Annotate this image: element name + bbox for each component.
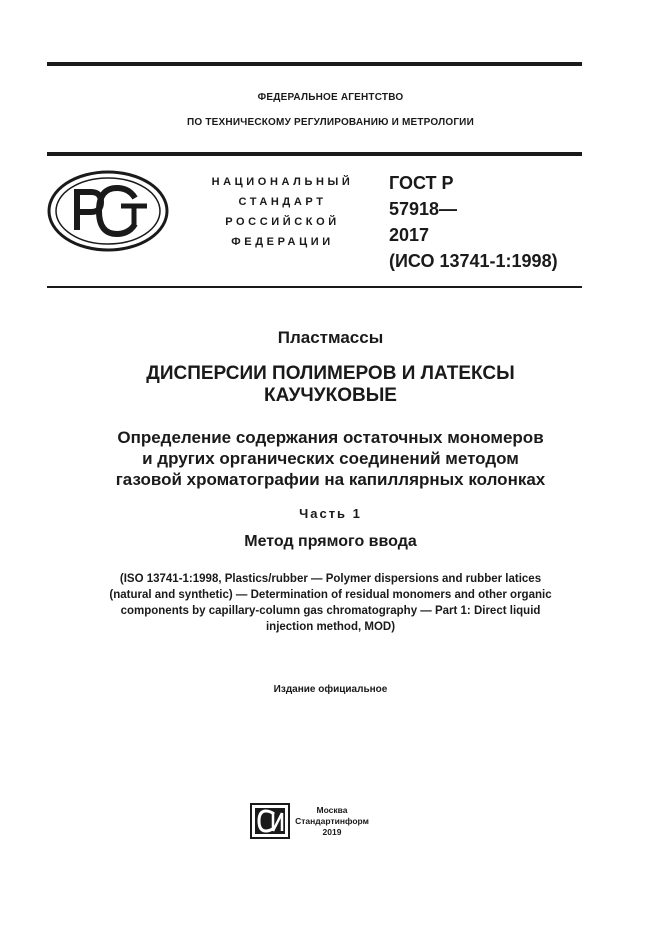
code-rule	[47, 286, 582, 288]
agency-line-1: ФЕДЕРАЛЬНОЕ АГЕНТСТВО	[257, 92, 404, 103]
subtitle-line-1: Определение содержания остаточных мономеров	[117, 428, 544, 447]
publisher-city: Москва	[316, 805, 348, 815]
standard-word-2: СТАНДАРТ	[238, 196, 327, 208]
top-rule	[47, 62, 582, 66]
english-line-2: (natural and synthetic) — Determination of residual monomers and other organic	[109, 589, 552, 601]
standard-designation	[195, 172, 370, 252]
standard-word-4: ФЕДЕРАЦИИ	[231, 236, 334, 248]
gost-r-logo-icon	[47, 170, 169, 257]
standard-word-3: РОССИЙСКОЙ	[225, 216, 340, 228]
publisher-info	[292, 805, 372, 838]
edition-label: Издание официальное	[273, 684, 388, 695]
category-title: Пластмассы	[277, 328, 384, 347]
subtitle-line-2: и других органических соединений методом	[142, 449, 519, 468]
standartinform-logo-icon	[250, 803, 290, 844]
english-line-4: injection method, MOD)	[265, 621, 396, 633]
standard-word-1: НАЦИОНАЛЬНЫЙ	[211, 176, 354, 188]
agency-line-2: ПО ТЕХНИЧЕСКОМУ РЕГУЛИРОВАНИЮ И МЕТРОЛОГИИ	[187, 117, 474, 128]
main-title	[0, 363, 661, 407]
part-label: Часть 1	[299, 506, 362, 521]
subtitle	[0, 427, 661, 490]
english-line-1: (ISO 13741-1:1998, Plastics/rubber — Polymer dispersions and rubber latices	[119, 573, 542, 585]
publisher-name: Стандартинформ	[295, 816, 369, 826]
english-line-3: components by capillary-column gas chromatography — Part 1: Direct liquid	[120, 605, 541, 617]
main-title-line-1: ДИСПЕРСИИ ПОЛИМЕРОВ И ЛАТЕКСЫ	[146, 363, 515, 384]
subtitle-line-3: газовой хроматографии на капиллярных колонках	[115, 470, 546, 489]
english-reference	[50, 571, 611, 635]
code-line-3: 2017	[389, 225, 430, 245]
main-title-line-2: КАУЧУКОВЫЕ	[264, 385, 397, 406]
code-line-4: (ИСО 13741-1:1998)	[389, 251, 558, 271]
method-title: Метод прямого ввода	[244, 533, 417, 550]
publisher-year: 2019	[322, 827, 342, 837]
header-rule	[47, 152, 582, 156]
standard-code	[389, 170, 558, 274]
code-line-1: ГОСТ Р	[389, 173, 454, 193]
code-line-2: 57918—	[389, 199, 458, 219]
